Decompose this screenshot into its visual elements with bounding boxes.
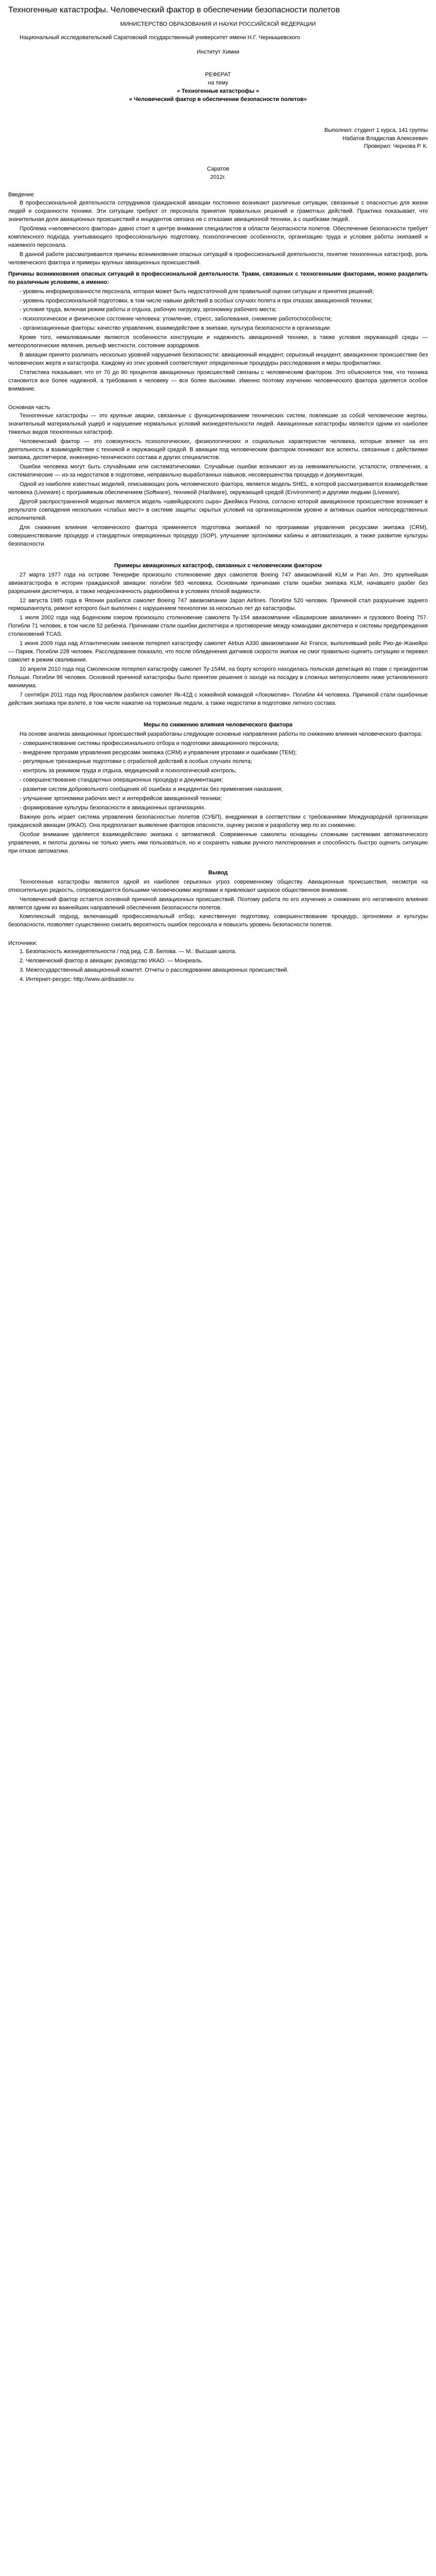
intro-paragraph: Проблема «человеческого фактора» давно стоит в центре внимания специалистов в области безопасности полетов. Обеспечение безопасности требует комплексного подхода, учитывающего профессиональную подготовку, психологические особенности, организацию труда и условия работы экипажей и наземного персонала. bbox=[8, 226, 428, 248]
intro-paragraph: Статистика показывает, что от 70 до 80 процентов авиационных происшествий связаны с человеческим фактором. Это объясняется тем, что техника становится все более надежной, а требования к человеку — все более высокими. Именно поэтому изучению человеческого фактора уделяется особое внимание. bbox=[8, 369, 428, 392]
example-paragraph: 7 сентября 2011 года под Ярославлем разбился самолет Як-42Д с хоккейной командой «Локомотив». Погибли 44 человека. Причиной стали ошибочные действия экипажа при взлете, в том числе нажатие на тормозные педали, а также недостатки в подготовке летного состава. bbox=[8, 691, 428, 706]
example-paragraph: 27 марта 1977 года на острове Тенерифе произошло столкновение двух самолетов Boeing 747 авиакомпаний KLM и Pan Am. Это крупнейшая авиакатастрофа в истории гражданской авиации: погибли 583 человека. Основными причинами стали ошибки экипажа KLM, начавшего разбег без разрешения диспетчера, а также неоднозначность радиообмена в условиях плохой видимости. bbox=[8, 571, 428, 595]
list-item: - контроль за режимом труда и отдыха, медицинский и психологический контроль; bbox=[20, 768, 237, 774]
main-paragraph: Техногенные катастрофы — это крупные аварии, связанные с функционированием технических систем, повлекшие за собой человеческие жертвы, значительный материальный ущерб и нарушение нормальных условий жизнедеятельности людей. Авиационные катастрофы являются одним из наиболее тяжелых видов техногенных катастроф. bbox=[8, 412, 428, 435]
list-item: - совершенствование стандартных операционных процедур и документации; bbox=[20, 777, 223, 784]
conclusion-paragraph: Комплексный подход, включающий профессиональный отбор, качественную подготовку, совершенствование процедур, эргономики и культуры безопасности, позволяет существенно снизить вероятность ошибок персонала и повысить уровень безопасности полетов. bbox=[8, 913, 428, 928]
conclusion-paragraph: Человеческий фактор остается основной причиной авиационных происшествий. Поэтому работа по его изучению и снижению его негативного влияния является одним из важнейших направлений обеспечения безопасности полетов. bbox=[8, 896, 428, 911]
conclusion-section bbox=[8, 869, 428, 930]
list-item: - внедрение программ управления ресурсами экипажа (CRM) и управления угрозами и ошибками (TEM); bbox=[20, 749, 297, 756]
list-item: - уровень профессиональной подготовки, в том числе навыки действий в особых случаях полета и при отказах авиационной техники; bbox=[20, 297, 373, 304]
list-item: - психологическое и физическое состояние человека: утомление, стресс, заболевания, снижение работоспособности; bbox=[20, 316, 332, 323]
intro-paragraph: Кроме того, немаловажными являются особенности конструкции и надежность авиационной техники, а также условия окружающей среды — метеорологические явления, рельеф местности, состояние аэродромов. bbox=[8, 334, 428, 349]
main-paragraph: Другой распространенной моделью является модель «швейцарского сыра» Джеймса Ризона, согласно которой авиационное происшествие возникает в результате совпадения нескольких «слабых мест» в системе защиты: скрытых условий на организационном уровне и активных ошибок непосредственных исполнителей. bbox=[8, 499, 428, 521]
university-line: Национальный исследовательский Саратовский государственный университет имени Н.Г. Чернышевского bbox=[20, 34, 301, 41]
source-item: 2. Человеческий фактор в авиации: руководство ИКАО. — Монреаль. bbox=[20, 958, 203, 964]
measures-section bbox=[8, 721, 428, 856]
measures-paragraph: Важную роль играет система управления безопасностью полетов (СУБП), внедряемая в соответствии с требованиями Международной организации гражданской авиации (ИКАО). Она предполагает выявление факторов опасности, оценку рисков и разработку мер по их снижению. bbox=[8, 814, 428, 828]
example-paragraph: 10 апреля 2010 года под Смоленском потерпел катастрофу самолет Ту-154М, на борту которого находилась польская делегация во главе с президентом Польши. Погибли 96 человек. Основной причиной катастрофы было принятие решения о заходе на посадку в сложных метеоусловиях ниже установленного минимума. bbox=[8, 666, 428, 689]
page-title: Техногенные катастрофы. Человеческий фактор в обеспечении безопасности полетов bbox=[8, 6, 340, 14]
measures-list bbox=[8, 740, 428, 813]
topic-line-2: « Человеческий фактор в обеспечении безопасности полетов» bbox=[129, 96, 307, 103]
introduction-section bbox=[8, 191, 428, 394]
checked-by: Проверил: Чернова Р. К. bbox=[363, 143, 428, 150]
list-item: - организационные факторы: качество управления, взаимодействие в экипаже, культура безопасности в организации. bbox=[20, 325, 332, 332]
topic-line-1: « Техногенные катастрофы » bbox=[177, 88, 259, 94]
title-page bbox=[8, 21, 428, 182]
year: 2012г. bbox=[210, 174, 226, 181]
source-item: 4. Интернет-ресурс: http://www.airdisaster.ru bbox=[20, 976, 134, 983]
ministry-line: МИНИСТЕРСТВО ОБРАЗОВАНИЯ И НАУКИ РОССИЙСКОЙ ФЕДЕРАЦИИ bbox=[120, 21, 316, 27]
source-item: 3. Межгосударственный авиационный комитет. Отчеты о расследовании авиационных происшествий. bbox=[20, 967, 289, 974]
example-paragraph: 1 июля 2002 года над Боденским озером произошло столкновение самолета Ту-154 авиакомпании «Башкирские авиалинии» и грузового Boeing 757. Погибли 71 человек, в том числе 52 ребенка. Причинами стали ошибки диспетчера и противоречие между командами диспетчера и системы предупреждения столкновений TCAS. bbox=[8, 615, 428, 638]
student-name: Набатов Владислав Алексеевич bbox=[342, 135, 428, 142]
main-heading: Основная часть bbox=[8, 404, 50, 411]
measures-paragraph: Особое внимание уделяется взаимодействию экипажа с автоматикой. Современные самолеты оснащены сложными системами автоматического управления, и пилоты должны не только уметь ими пользоваться, но и сохранять навыки ручного пилотирования и способность быстро оценить ситуацию при отказе автоматики. bbox=[8, 831, 428, 854]
intro-heading: Введение bbox=[8, 192, 34, 198]
list-item: - условия труда, включая режим работы и отдыха, рабочую нагрузку, эргономику рабочего места; bbox=[20, 307, 277, 313]
intro-paragraph: В авиации принято различать несколько уровней нарушения безопасности: авиационный инцидент, серьезный инцидент, авиационное происшествие без человеческих жертв и катастрофа. Каждому из этих уровней соответствуют определенные процедуры расследования и меры профилактики. bbox=[8, 352, 428, 367]
list-item: - улучшение эргономики рабочих мест и интерфейсов авиационной техники; bbox=[20, 795, 222, 802]
sources-section bbox=[8, 940, 428, 984]
causes-list bbox=[8, 288, 428, 333]
conclusion-heading: Вывод bbox=[208, 869, 228, 876]
main-section bbox=[8, 404, 428, 549]
intro-paragraph: В данной работе рассматриваются причины возникновения опасных ситуаций в профессиональной деятельности, понятие техногенных катастроф, роль человеческого фактора и примеры крупных авиационных происшествий. bbox=[8, 251, 428, 266]
source-item: 1. Безопасность жизнедеятельности / под ред. С.В. Белова. — М.: Высшая школа. bbox=[20, 948, 237, 955]
city: Саратов bbox=[206, 166, 230, 173]
main-paragraph: Ошибки человека могут быть случайными или систематическими. Случайные ошибки возникают из-за невнимательности, усталости, отвлечения, а систематические — из-за недостатков в подготовке, неправильно выработанных навыков, несовершенства процедур и документации. bbox=[8, 464, 428, 479]
examples-heading: Примеры авиационных катастроф, связанных с человеческим фактором bbox=[114, 562, 322, 569]
measures-heading: Меры по снижению влияния человеческого фактора bbox=[143, 721, 293, 728]
causes-heading: Причины возникновения опасных ситуаций в профессиональной деятельности. Травм, связанных с техногенными факторами, можно разделить по различным условиям, а именно: bbox=[8, 270, 428, 285]
conclusion-paragraph: Техногенные катастрофы являются одной из наиболее серьезных угроз современному обществу. Авиационные происшествия, несмотря на относительную редкость, сопровождаются большими человеческими жертвами и привлекают широкое общественное внимание. bbox=[8, 878, 428, 893]
main-paragraph: Для снижения влияния человеческого фактора применяется подготовка экипажей по программам управления ресурсами экипажа (CRM), совершенствование процедур и стандартных операционных процедур (SOP), улучшение эргономики кабины и автоматизация, а также развитие культуры безопасности. bbox=[8, 524, 428, 547]
list-item: - уровень информированности персонала, которая может быть недостаточной для правильной оценки ситуации и принятия решений; bbox=[20, 288, 374, 295]
sources-heading: Источники: bbox=[8, 940, 38, 947]
list-item: - формирование культуры безопасности в авиационных организациях. bbox=[20, 805, 206, 811]
institute-line: Институт Химии bbox=[197, 48, 239, 55]
example-paragraph: 1 июня 2009 года над Атлантическим океаном потерпел катастрофу самолет Airbus A330 авиакомпании Air France, выполнявший рейс Рио-де-Жанейро — Париж. Погибли 228 человек. Расследование показало, что после обледенения датчиков скорости экипаж не смог правильно оценить ситуацию и перевел самолет в режим сваливания. bbox=[8, 640, 428, 664]
doc-type: РЕФЕРАТ bbox=[205, 71, 231, 78]
example-paragraph: 12 августа 1985 года в Японии разбился самолет Boeing 747 авиакомпании Japan Airlines. Погибли 520 человек. Причиной стал разрушение заднего гермошпангоута, ремонт которого был выполнен с нарушением технологии за несколько лет до катастрофы. bbox=[8, 597, 428, 612]
main-paragraph: Человеческий фактор — это совокупность психологических, физиологических и социальных характеристик человека, которые влияют на его деятельность и взаимодействие с техникой и окружающей средой. В авиации под человеческим фактором понимают все аспекты, связанные с действиями экипажа, диспетчеров, инженерно-технического состава и других специалистов. bbox=[8, 438, 428, 461]
document-page bbox=[8, 0, 428, 984]
on-topic: на тему bbox=[207, 79, 229, 86]
main-paragraph: Одной из наиболее известных моделей, описывающих роль человеческого фактора, является модель SHEL, в которой рассматривается взаимодействие человека (Liveware) с программным обеспечением (Software), техникой (Hardware), окружающей средой (Environment) и другими людьми (Liveware). bbox=[8, 481, 428, 496]
list-item: - развитие систем добровольного сообщения об ошибках и инцидентах без применения наказания; bbox=[20, 786, 283, 793]
performed-by: Выполнил: студент 1 курса, 141 группы bbox=[324, 127, 428, 133]
list-item: - совершенствование системы профессионального отбора и подготовки авиационного персонала; bbox=[20, 740, 280, 747]
examples-section bbox=[8, 562, 428, 708]
intro-paragraph: В профессиональной деятельности сотрудников гражданской авиации постоянно возникают различные ситуации, связанные с опасностью для жизни людей и сохранности техники. Эти ситуации требуют от персонала принятия правильных решений и грамотных действий. Практика показывает, что значительная доля авиационных происшествий и инцидентов связана не с отказами авиационной техники, а с ошибками людей. bbox=[8, 200, 428, 223]
list-item: - регулярные тренажерные подготовки с отработкой действий в особых случаях полета; bbox=[20, 758, 252, 765]
measures-intro: На основе анализа авиационных происшествий разработаны следующие основные направления работы по снижению влияния человеческого фактора: bbox=[20, 731, 423, 737]
